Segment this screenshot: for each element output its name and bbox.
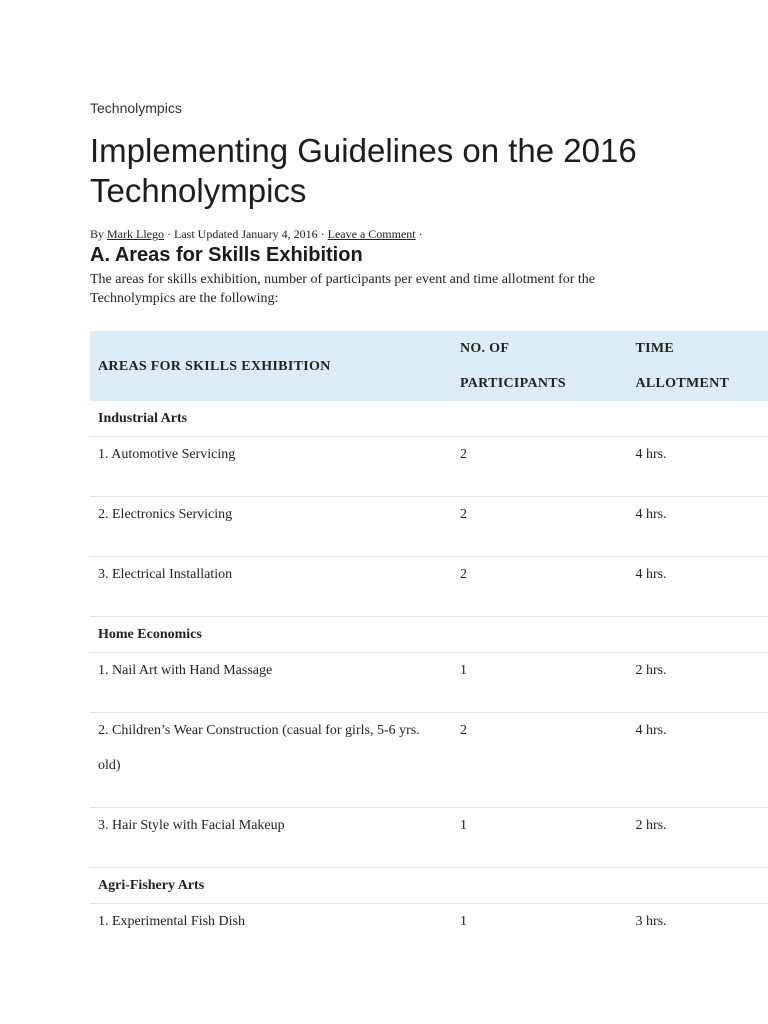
category-label[interactable]: Technolympics xyxy=(90,100,182,116)
table-row xyxy=(90,653,768,713)
table-row xyxy=(90,497,768,557)
area-cell: 2. Children’s Wear Construction (casual for girls, 5-6 yrs. old) xyxy=(90,713,452,808)
group-row xyxy=(90,617,768,653)
table-row xyxy=(90,437,768,497)
group-row xyxy=(90,401,768,437)
time-cell: 3 hrs. xyxy=(635,914,667,929)
section-heading: A. Areas for Skills Exhibition xyxy=(90,244,363,266)
participants-cell: 1 xyxy=(452,808,627,868)
time-cell: 4 hrs. xyxy=(627,713,768,808)
participants-cell: 1 xyxy=(459,914,467,929)
table-row xyxy=(90,904,768,964)
table-row xyxy=(90,808,768,868)
participants-cell: 2 xyxy=(452,497,627,557)
group-name: Agri-Fishery Arts xyxy=(90,868,768,904)
time-cell: 4 hrs. xyxy=(627,557,768,617)
table-row xyxy=(90,713,768,808)
header-time xyxy=(627,331,768,401)
time-cell: 2 hrs. xyxy=(627,808,768,868)
meta-separator: · xyxy=(167,227,171,241)
participants-cell: 1 xyxy=(452,653,627,713)
table-row xyxy=(90,557,768,617)
time-cell: 4 hrs. xyxy=(627,497,768,557)
participants-cell: 2 xyxy=(452,557,627,617)
group-name: Home Economics xyxy=(90,617,768,653)
area-cell: 3. Electrical Installation xyxy=(90,557,452,617)
group-row xyxy=(90,868,768,904)
header-participants-line2: PARTICIPANTS xyxy=(459,376,566,391)
header-time-line1: TIME xyxy=(635,341,674,356)
group-name: Industrial Arts xyxy=(90,401,768,437)
section-intro: The areas for skills exhibition, number of participants per event and time allotment for the Technolympics are the following: xyxy=(90,272,596,306)
header-participants-line1: NO. OF xyxy=(459,341,510,356)
meta-separator: · xyxy=(320,227,325,241)
table-header-row xyxy=(90,331,768,401)
area-cell: 1. Automotive Servicing xyxy=(90,437,452,497)
leave-comment-link[interactable]: Leave a Comment xyxy=(327,227,416,241)
header-time-line2: ALLOTMENT xyxy=(635,376,730,391)
header-area: AREAS FOR SKILLS EXHIBITION xyxy=(90,331,452,401)
area-cell: 2. Electronics Servicing xyxy=(90,497,452,557)
header-participants xyxy=(452,331,627,401)
article-title: Implementing Guidelines on the 2016 Technolympics xyxy=(90,132,637,209)
participants-cell: 2 xyxy=(452,437,627,497)
time-cell: 2 hrs. xyxy=(627,653,768,713)
meta-by: By xyxy=(90,227,105,241)
area-cell: 3. Hair Style with Facial Makeup xyxy=(90,808,452,868)
author-link[interactable]: Mark Llego xyxy=(107,227,164,241)
time-cell: 4 hrs. xyxy=(627,437,768,497)
area-cell: 1. Experimental Fish Dish xyxy=(98,914,245,929)
article-meta xyxy=(90,227,423,242)
participants-cell: 2 xyxy=(452,713,627,808)
meta-separator: · xyxy=(418,227,423,241)
skills-table xyxy=(90,331,768,963)
last-updated: Last Updated January 4, 2016 xyxy=(174,227,318,241)
area-cell: 1. Nail Art with Hand Massage xyxy=(90,653,452,713)
